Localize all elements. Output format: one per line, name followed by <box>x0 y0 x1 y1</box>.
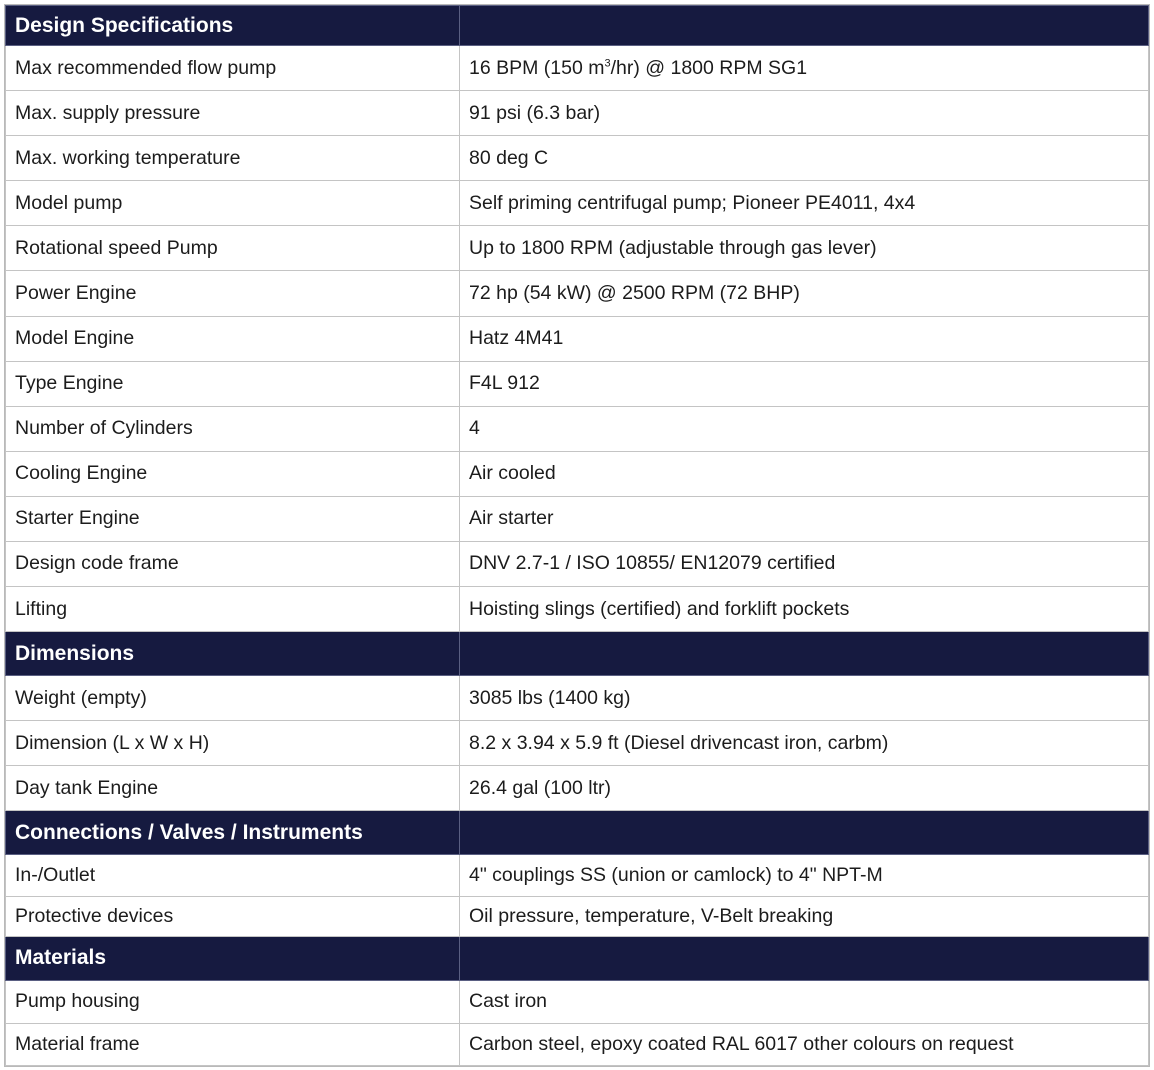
spec-row <box>6 855 1149 896</box>
spec-label: Max. working temperature <box>6 136 460 181</box>
spec-value: Hoisting slings (certified) and forklift pockets <box>460 587 1149 632</box>
section-title: Materials <box>6 936 460 980</box>
spec-value: Hatz 4M41 <box>460 316 1149 361</box>
spec-row <box>6 1023 1149 1065</box>
section-title: Dimensions <box>6 632 460 676</box>
section-header-spacer <box>460 936 1149 980</box>
spec-row <box>6 451 1149 496</box>
spec-value: 72 hp (54 kW) @ 2500 RPM (72 BHP) <box>460 271 1149 316</box>
spec-label: Material frame <box>6 1023 460 1065</box>
spec-label: Type Engine <box>6 361 460 406</box>
spec-row <box>6 406 1149 451</box>
spec-label: Pump housing <box>6 980 460 1023</box>
spec-row <box>6 181 1149 226</box>
section-header <box>6 811 1149 855</box>
spec-row <box>6 271 1149 316</box>
spec-label: Max. supply pressure <box>6 91 460 136</box>
spec-value: Self priming centrifugal pump; Pioneer PE4011, 4x4 <box>460 181 1149 226</box>
spec-row <box>6 316 1149 361</box>
spec-row <box>6 587 1149 632</box>
spec-value: Air cooled <box>460 451 1149 496</box>
spec-row <box>6 980 1149 1023</box>
section-title: Connections / Valves / Instruments <box>6 811 460 855</box>
spec-row <box>6 496 1149 541</box>
spec-label: Power Engine <box>6 271 460 316</box>
spec-value: 80 deg C <box>460 136 1149 181</box>
spec-sheet <box>4 4 1150 1067</box>
spec-value: DNV 2.7-1 / ISO 10855/ EN12079 certified <box>460 541 1149 586</box>
spec-label: Model pump <box>6 181 460 226</box>
spec-value: Cast iron <box>460 980 1149 1023</box>
spec-row <box>6 541 1149 586</box>
spec-label: Day tank Engine <box>6 766 460 811</box>
spec-value-part: /hr) @ 1800 RPM SG1 <box>610 56 808 79</box>
section-header-spacer <box>460 811 1149 855</box>
spec-row <box>6 676 1149 721</box>
spec-value: Oil pressure, temperature, V-Belt breaking <box>460 896 1149 936</box>
spec-label: Max recommended flow pump <box>6 46 460 91</box>
spec-row <box>6 46 1149 91</box>
spec-value: 26.4 gal (100 ltr) <box>460 766 1149 811</box>
specifications-table <box>5 5 1149 1066</box>
spec-label: Dimension (L x W x H) <box>6 721 460 766</box>
spec-row <box>6 226 1149 271</box>
spec-value: F4L 912 <box>460 361 1149 406</box>
spec-value: 4" couplings SS (union or camlock) to 4" NPT-M <box>460 855 1149 896</box>
spec-label: Protective devices <box>6 896 460 936</box>
spec-row <box>6 896 1149 936</box>
spec-label: Cooling Engine <box>6 451 460 496</box>
spec-row <box>6 91 1149 136</box>
spec-label: Number of Cylinders <box>6 406 460 451</box>
spec-value: 4 <box>460 406 1149 451</box>
section-header <box>6 632 1149 676</box>
spec-label: Weight (empty) <box>6 676 460 721</box>
spec-row <box>6 721 1149 766</box>
spec-value: 8.2 x 3.94 x 5.9 ft (Diesel drivencast iron, carbm) <box>460 721 1149 766</box>
spec-row <box>6 361 1149 406</box>
spec-value: Carbon steel, epoxy coated RAL 6017 other colours on request <box>460 1023 1149 1065</box>
spec-value: 91 psi (6.3 bar) <box>460 91 1149 136</box>
section-header <box>6 6 1149 46</box>
spec-value <box>460 46 1149 91</box>
spec-value: Air starter <box>460 496 1149 541</box>
section-header <box>6 936 1149 980</box>
spec-label: Starter Engine <box>6 496 460 541</box>
section-header-spacer <box>460 632 1149 676</box>
spec-row <box>6 766 1149 811</box>
spec-label: Model Engine <box>6 316 460 361</box>
superscript: 3 <box>604 57 611 70</box>
spec-value-part: 16 BPM (150 m <box>469 56 605 79</box>
section-title: Design Specifications <box>6 6 460 46</box>
spec-row <box>6 136 1149 181</box>
spec-value: Up to 1800 RPM (adjustable through gas lever) <box>460 226 1149 271</box>
spec-label: Lifting <box>6 587 460 632</box>
spec-label: In-/Outlet <box>6 855 460 896</box>
section-header-spacer <box>460 6 1149 46</box>
spec-value: 3085 lbs (1400 kg) <box>460 676 1149 721</box>
spec-label: Design code frame <box>6 541 460 586</box>
spec-label: Rotational speed Pump <box>6 226 460 271</box>
